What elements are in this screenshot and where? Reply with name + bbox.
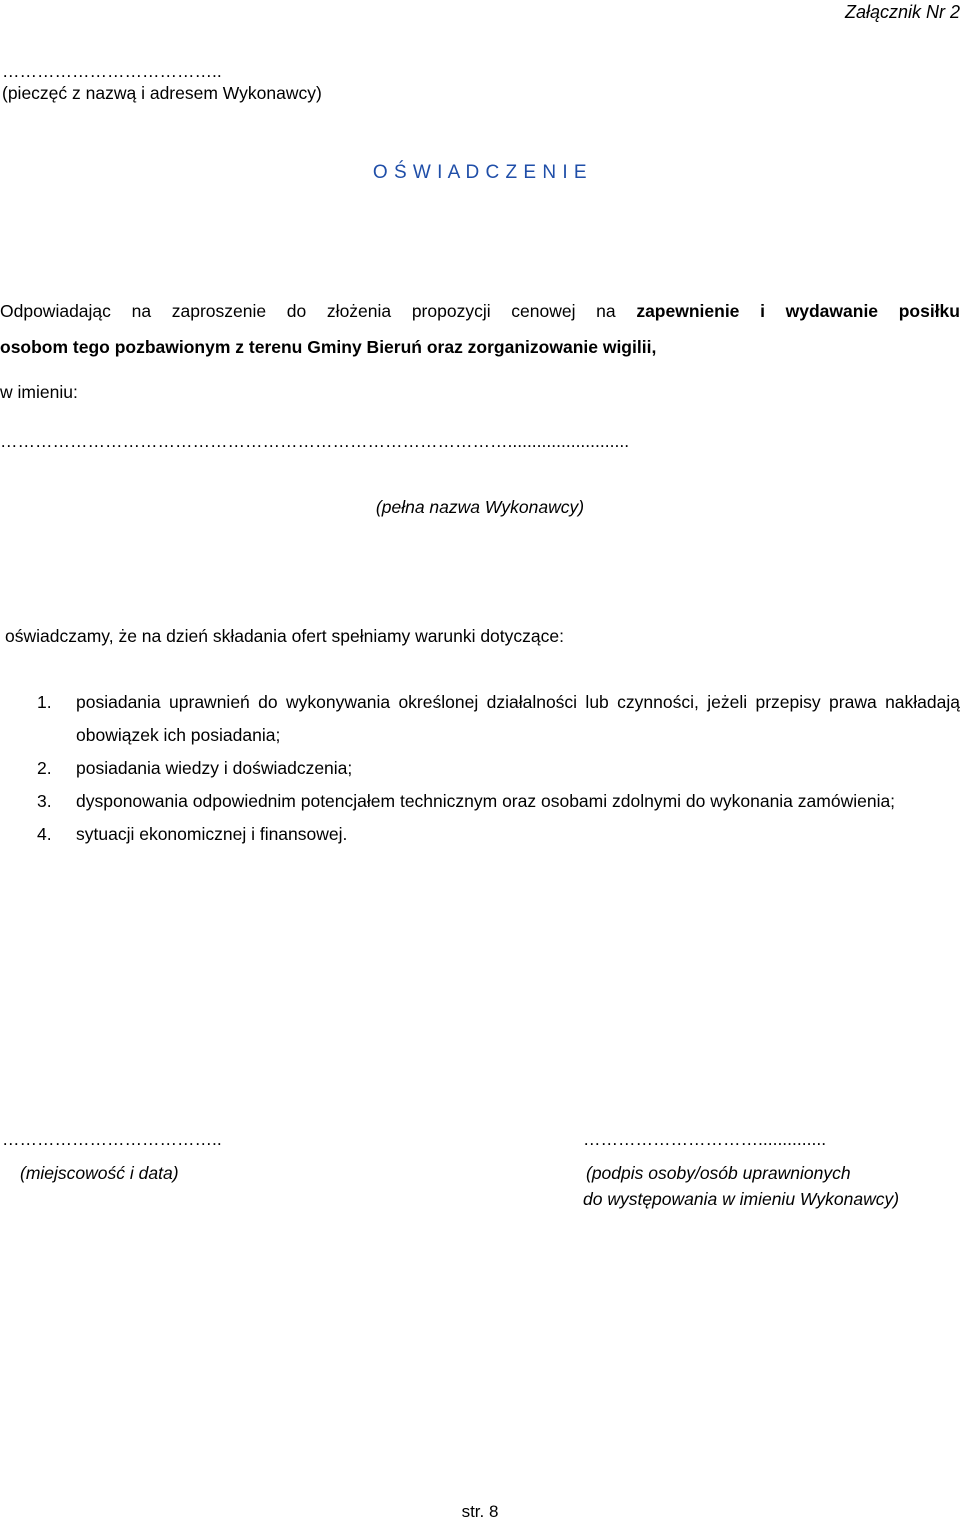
intro-line-1 <box>0 300 960 322</box>
list-item-number: 4. <box>37 824 52 844</box>
list-item <box>37 752 960 785</box>
intro-subject-bold: zapewnienie i wydawanie posiłku <box>636 301 960 321</box>
list-item <box>37 686 960 752</box>
stamp-caption: (pieczęć z nazwą i adresem Wykonawcy) <box>2 83 322 103</box>
conditions-list <box>37 686 960 851</box>
page-number: str. 8 <box>461 1502 499 1521</box>
contractor-caption: (pełna nazwa Wykonawcy) <box>375 497 585 517</box>
list-item-text: sytuacji ekonomicznej i finansowej. <box>76 824 348 844</box>
stamp-dots: ……………………………….. <box>2 61 222 81</box>
signature-caption-line-2: do występowania w imieniu Wykonawcy) <box>583 1189 900 1209</box>
annex-label: Załącznik Nr 2 <box>844 2 960 22</box>
place-date-dots: ……………………………….. <box>2 1129 222 1149</box>
list-item-text: posiadania wiedzy i doświadczenia; <box>76 758 353 778</box>
intro-line-3: w imieniu: <box>0 382 78 402</box>
signature-dots: ………………………….............. <box>583 1129 827 1149</box>
signature-caption-line-1: (podpis osoby/osób uprawnionych <box>586 1163 851 1183</box>
list-item-number: 1. <box>37 692 52 712</box>
list-item <box>37 818 960 851</box>
place-date-caption: (miejscowość i data) <box>20 1163 179 1183</box>
list-item-text: dysponowania odpowiednim potencjałem technicznym oraz osobami zdolnymi do wykonania zamówienia; <box>76 791 896 811</box>
list-item-text: posiadania uprawnień do wykonywania określonej działalności lub czynności, jeżeli przepisy prawa nakładają obowiązek ich posiadania; <box>76 692 960 745</box>
document-title: O Ś W I A D C Z E N I E <box>372 162 588 183</box>
list-item <box>37 785 960 818</box>
list-item-number: 2. <box>37 758 52 778</box>
intro-line-2: osobom tego pozbawionym z terenu Gminy Bieruń oraz zorganizowanie wigilii, <box>0 337 657 357</box>
declaration-text: oświadczamy, że na dzień składania ofert spełniamy warunki dotyczące: <box>5 626 564 646</box>
list-item-number: 3. <box>37 791 52 811</box>
intro-text: Odpowiadając na zaproszenie do złożenia propozycji cenowej na <box>0 301 637 321</box>
contractor-dots: ……………………………………………………………………………......................... <box>0 431 630 451</box>
